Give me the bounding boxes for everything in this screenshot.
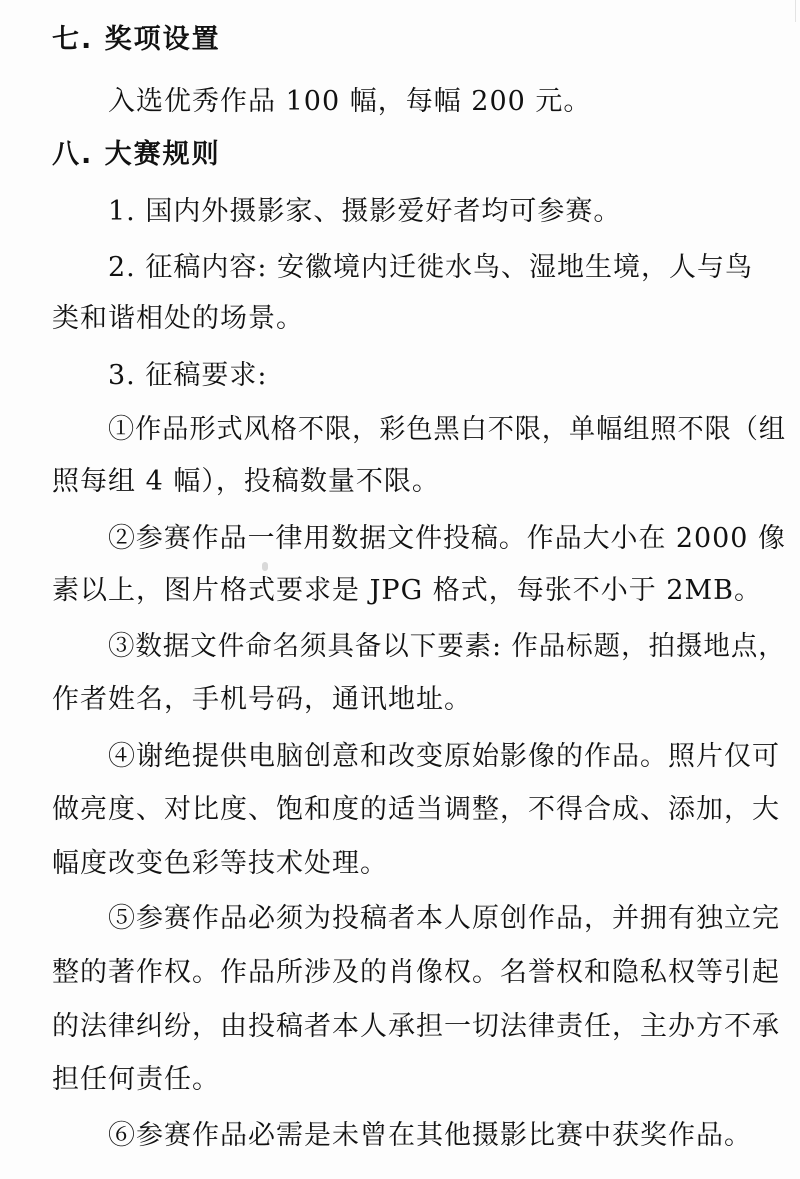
req2-line1: ②参赛作品一律用数据文件投稿。作品大小在 2000 像 bbox=[108, 523, 786, 554]
req5-line3: 的法律纠纷，由投稿者本人承担一切法律责任，主办方不承 bbox=[52, 1011, 780, 1042]
req6-line1: ⑥参赛作品必需是未曾在其他摄影比赛中获奖作品。 bbox=[108, 1120, 752, 1151]
scan-smudge bbox=[262, 562, 268, 571]
section7-heading: 七. 奖项设置 bbox=[52, 24, 221, 55]
req2-line2: 素以上，图片格式要求是 JPG 格式，每张不小于 2MB。 bbox=[52, 575, 762, 606]
req5-line1: ⑤参赛作品必须为投稿者本人原创作品，并拥有独立完 bbox=[108, 903, 780, 934]
req5-line2: 整的著作权。作品所涉及的肖像权。名誉权和隐私权等引起 bbox=[52, 957, 780, 988]
rule2-line1: 2. 征稿内容: 安徽境内迁徙水鸟、湿地生境，人与鸟 bbox=[108, 252, 754, 283]
req4-line1: ④谢绝提供电脑创意和改变原始影像的作品。照片仅可 bbox=[108, 741, 780, 772]
req3-line2: 作者姓名，手机号码，通讯地址。 bbox=[52, 684, 472, 715]
rule1-text: 1. 国内外摄影家、摄影爱好者均可参赛。 bbox=[108, 196, 622, 227]
req1-line1: ①作品形式风格不限，彩色黑白不限，单幅组照不限（组 bbox=[108, 414, 787, 445]
section7-body: 入选优秀作品 100 幅，每幅 200 元。 bbox=[108, 86, 592, 117]
req4-line2: 做亮度、对比度、饱和度的适当调整，不得合成、添加，大 bbox=[52, 794, 780, 825]
scan-edge-mark bbox=[795, 0, 796, 22]
req1-line2: 照每组 4 幅），投稿数量不限。 bbox=[52, 466, 440, 497]
req4-line3: 幅度改变色彩等技术处理。 bbox=[52, 848, 388, 879]
rule3-title: 3. 征稿要求: bbox=[108, 360, 268, 391]
section8-heading: 八. 大赛规则 bbox=[52, 139, 221, 170]
req5-line4: 担任何责任。 bbox=[52, 1064, 220, 1095]
rule2-line2: 类和谐相处的场景。 bbox=[52, 303, 304, 334]
req3-line1: ③数据文件命名须具备以下要素: 作品标题，拍摄地点， bbox=[108, 631, 786, 662]
